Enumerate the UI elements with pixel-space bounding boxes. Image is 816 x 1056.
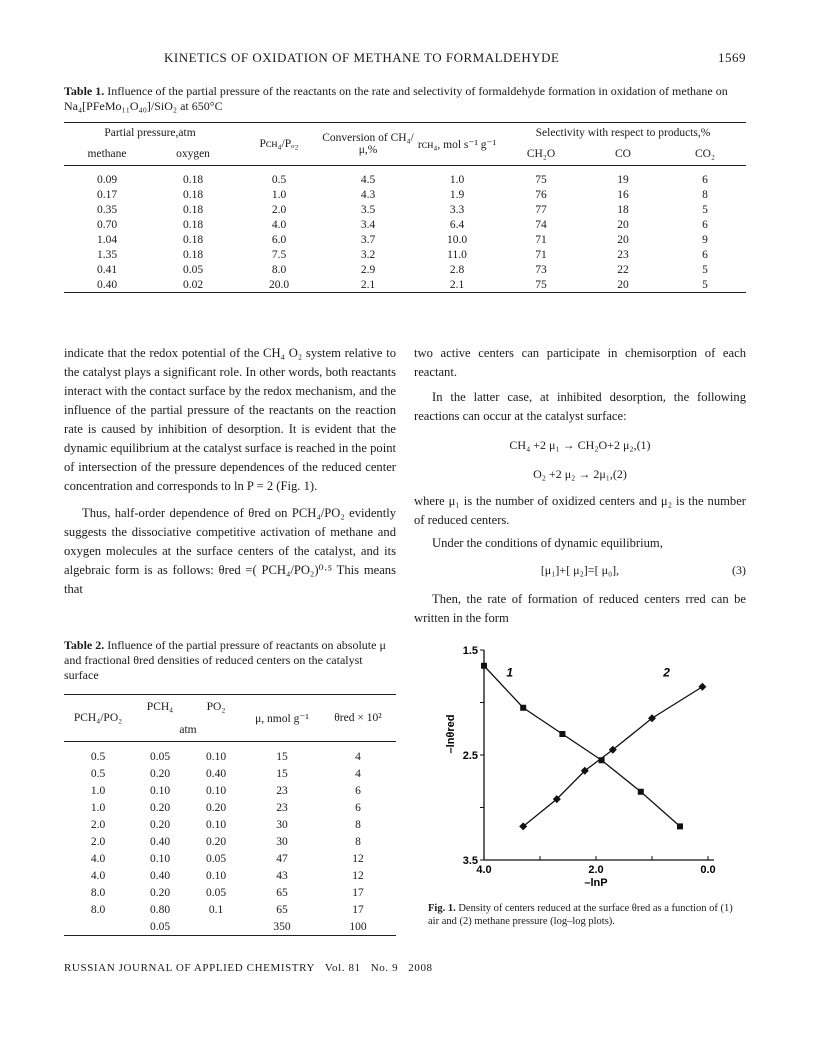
table1-header-partial: Partial pressure,atm [104,127,196,139]
table1-header-co2: CO₂ [695,148,715,160]
table2-row-cell: 2.0 [90,818,106,831]
table1-header-selectivity: Selectivity with respect to products,% [535,127,711,139]
table1-row-cell: 2.0 [271,203,287,216]
table1-row [64,262,746,277]
table2-row [64,901,396,918]
table2-row-cell: 0.05 [205,852,227,865]
x-tick-label: 2.0 [588,864,604,876]
table1-row-cell: 0.35 [96,203,118,216]
table2-row-cell: 12 [352,852,364,865]
table1-row-cell: 4.0 [271,218,287,231]
table1-row-cell: 75 [535,278,547,291]
table2-row-cell: 0.10 [205,784,227,797]
table2-caption [64,638,396,683]
table1-header-conversion: Conversion of CH₄/μ,% [322,132,414,156]
table1-row-cell: 0.17 [96,188,118,201]
equation-3 [414,561,746,580]
table1-row-cell: 18 [617,203,629,216]
table1-row-cell: 8.0 [271,263,287,276]
table2-header-po2: PO₂ [206,701,226,713]
table2-label: Table 2. [64,638,105,652]
right-paragraph-2: In the latter case, at inhibited desorption, the following reactions can occur at the catalyst surface: [414,390,746,423]
table1-row-cell: 0.18 [182,203,204,216]
table2-row [64,782,396,799]
table2-row-cell: 30 [276,835,288,848]
table2-row [64,742,396,766]
table2-row-cell: 17 [352,886,364,899]
table1-row-cell: 5 [702,203,708,216]
table1-row-cell: 19 [617,173,629,186]
table2-row-cell: 4.0 [90,869,106,882]
table2-row-cell: 4.0 [90,852,106,865]
table1-row-cell: 71 [535,248,547,261]
table2-row-cell: 23 [276,784,288,797]
table1-header-rate: rᴄʜ₄, mol s⁻¹ g⁻¹ [417,139,497,151]
table1-row-cell: 11.0 [447,248,467,261]
table2-row-cell: 0.5 [90,750,106,763]
table1-row [64,232,746,247]
figure1-chart [418,640,746,890]
table1-header-co: CO [615,148,631,160]
table1-row-cell: 4.5 [360,173,376,186]
right-column-text [414,344,746,628]
table2-row-cell: 0.5 [90,767,106,780]
table1 [64,122,746,293]
table2-row [64,918,396,936]
equation-1: CH₄ +2 μ₁ → CH₂O+2 μ₂,(1) [509,438,651,452]
table1-row-cell: 23 [617,248,629,261]
series-2-point [698,683,706,691]
table2-row-cell: 0.40 [205,767,227,780]
series-2-label: 2 [663,665,670,680]
table1-caption-text: Influence of the partial pressure of the reactants on the rate and selectivity of formaldehyde formation in oxidation of methane on Na₄[PFeMo₁₁O₄₀]/SiO₂ at 650°C [64,84,728,113]
table2-header-atm: atm [179,724,197,736]
table1-row-cell: 0.09 [96,173,118,186]
table2-row-cell: 0.05 [149,920,171,933]
table1-row-cell: 20 [617,278,629,291]
table1-row-cell: 73 [535,263,547,276]
table1-row-cell: 74 [535,218,547,231]
table1-row [64,217,746,232]
series-1-point [677,823,683,829]
table1-row-cell: 0.02 [182,278,204,291]
table1-row-cell: 2.9 [360,263,376,276]
table2-row-cell: 0.10 [149,784,171,797]
table1-row-cell: 3.3 [449,203,465,216]
table1-row-cell: 3.5 [360,203,376,216]
table2-row-cell: 0.40 [149,835,171,848]
table1-row-cell: 5 [702,263,708,276]
y-tick-label: 2.5 [462,750,478,762]
footer-number: No. 9 [370,962,399,974]
table2-row-cell: 0.10 [205,818,227,831]
table1-row-cell: 1.0 [449,173,465,186]
table1-body [64,166,746,293]
table2-row-cell: 0.10 [205,869,227,882]
table2-header-mu: μ, nmol g⁻¹ [255,713,309,725]
table1-row-cell: 3.4 [360,218,376,231]
table2-row-cell: 47 [276,852,288,865]
footer-journal: RUSSIAN JOURNAL OF APPLIED CHEMISTRY [64,962,316,974]
chart-series [481,663,706,831]
table1-row-cell: 9 [702,233,708,246]
table2-row-cell: 30 [276,818,288,831]
table1-row-cell: 20 [617,218,629,231]
footer-volume: Vol. 81 [324,962,361,974]
table2-row-cell: 12 [352,869,364,882]
series-1-point [481,663,487,669]
table2-row-cell: 2.0 [90,835,106,848]
table2-row [64,765,396,782]
series-1-line [484,666,680,827]
table2-row-cell: 8.0 [90,886,106,899]
table2-row [64,867,396,884]
table1-row-cell: 0.5 [271,173,287,186]
table2-row-cell: 1.0 [90,784,106,797]
table2-row-cell: 15 [276,750,288,763]
table2-row [64,799,396,816]
running-title: KINETICS OF OXIDATION OF METHANE TO FORMALDEHYDE [164,50,560,65]
table2-header-pch4: PCH₄ [146,701,174,713]
table2-row-cell: 0.40 [149,869,171,882]
table2-header-theta: θred × 10² [334,712,382,724]
table1-row-cell: 10.0 [446,233,468,246]
table2-row-cell: 8.0 [90,903,106,916]
table2-row-cell: 43 [276,869,288,882]
table1-row-cell: 71 [535,233,547,246]
table1-row-cell: 1.0 [271,188,287,201]
table2-caption-text: Influence of the partial pressure of reactants on absolute μ and fractional θred densities of reduced centers on the catalyst surface [64,638,386,682]
left-column-text [64,344,396,599]
table1-row-cell: 0.41 [96,263,118,276]
figure1-label: Fig. 1. [428,903,456,914]
table1-header-row-1 [64,123,746,144]
right-paragraph-3: where μ₁ is the number of oxidized centers and μ₂ is the number of reduced centers. [414,494,746,527]
table2-row-cell: 0.20 [205,801,227,814]
table1-row-cell: 77 [535,203,547,216]
equation-3-text: [μ₁]+[ μ₂]=[ μ₀], [540,563,620,577]
x-axis-label: –lnP [584,877,608,889]
left-paragraph-1: indicate that the redox potential of the CH₄ O₂ system relative to the catalyst plays a significant role. In other words, both reactants interact with the contact surface by the redox mechanism, and the influence of the partial pressure of the reactants on the reaction rate is caused by inhibition of desorption. It is evident that the dynamic equilibrium at the catalyst surface is reached in the point of intersection of the pressure dependences of the reduced center concentration and corresponds to ln P = 2 (Fig. 1). [64,346,396,493]
footer-year: 2008 [408,962,433,974]
table2-row-cell: 0.10 [205,750,227,763]
table2-row [64,884,396,901]
table1-header-oxygen: oxygen [176,148,210,160]
table1-row-cell: 6.0 [271,233,287,246]
table2-body [64,742,396,936]
table1-header-ch2o: CH₂O [526,148,556,160]
table1-row-cell: 1.35 [96,248,118,261]
page-number: 1569 [718,50,746,65]
table2-row-cell: 4 [355,750,361,763]
right-paragraph-4: Under the conditions of dynamic equilibrium, [432,536,663,550]
table1-row-cell: 0.18 [182,248,204,261]
table2-row-cell: 0.20 [149,886,171,899]
table1-row-cell: 22 [617,263,629,276]
table1-row-cell: 1.9 [449,188,465,201]
table2-row-cell: 17 [352,903,364,916]
table1-row-cell: 2.1 [360,278,376,291]
y-tick-label: 1.5 [462,645,478,657]
table2-row [64,833,396,850]
table1-row-cell: 6 [702,173,708,186]
figure1-caption-text: Density of centers reduced at the surface θred as a function of (1) air and (2) methane pressure (log–log plots). [428,903,733,927]
x-tick-label: 4.0 [476,864,492,876]
table2-row-cell: 0.20 [149,801,171,814]
table1-row-cell: 3.2 [360,248,376,261]
table2-row-cell: 23 [276,801,288,814]
table1-row-cell: 20.0 [268,278,290,291]
table1-row [64,277,746,293]
table1-label: Table 1. [64,84,105,98]
table2-row-cell: 8 [355,818,361,831]
series-1-point [559,731,565,737]
series-1-label: 1 [506,665,514,680]
table1-row-cell: 6.4 [449,218,465,231]
table2-row [64,850,396,867]
table1-row-cell: 16 [617,188,629,201]
table1-row [64,247,746,262]
table2-header-row-1 [64,695,396,720]
table1-row-cell: 76 [535,188,547,201]
table1-row-cell: 0.18 [182,173,204,186]
figure1-caption [428,902,746,928]
table1-row-cell: 5 [702,278,708,291]
table1-row [64,166,746,188]
table1-row-cell: 0.05 [182,263,204,276]
table1-header-ratio: Pᴄʜ₄/Pₒ₂ [259,138,299,150]
x-tick-label: 0.0 [700,864,716,876]
table2-row-cell: 0.1 [208,903,224,916]
series-1-point [520,705,526,711]
table1-caption [64,84,746,114]
table2-row-cell: 100 [349,920,367,933]
table2-row-cell: 6 [355,784,361,797]
table1-row-cell: 20 [617,233,629,246]
table2-row-cell: 15 [276,767,288,780]
series-2-line [523,687,702,827]
table2-row-cell: 0.10 [149,852,171,865]
y-tick-label: 3.5 [462,855,478,867]
table1-row-cell: 0.18 [182,188,204,201]
table1-row-cell: 2.1 [449,278,465,291]
table1-row [64,187,746,202]
table2-row-cell: 0.20 [205,835,227,848]
table1-row-cell: 0.40 [96,278,118,291]
table1-row-cell: 0.18 [182,218,204,231]
table2-row-cell: 0.20 [149,767,171,780]
right-paragraph-5: Then, the rate of formation of reduced centers rred can be written in the form [414,592,746,625]
table1-row-cell: 0.18 [182,233,204,246]
equation-2: O₂ +2 μ₂ → 2μ₁,(2) [533,467,627,481]
table2-row-cell: 0.05 [205,886,227,899]
equation-3-number: (3) [732,563,746,577]
table2-row-cell [64,918,132,936]
table2-row-cell: 4 [355,767,361,780]
table2-row-cell: 0.20 [149,818,171,831]
y-axis-label: –lnθred [445,714,457,754]
table1-header-methane: methane [87,148,127,160]
table1-row-cell: 75 [535,173,547,186]
table1-row-cell: 4.3 [360,188,376,201]
table2 [64,694,396,936]
table1-row-cell: 0.70 [96,218,118,231]
table1-row-cell: 2.8 [449,263,465,276]
table2-row-cell: 65 [276,903,288,916]
running-footer [64,962,433,974]
left-paragraph-2: Thus, half-order dependence of θred on PCH₄/PO₂ evidently suggests the dissociative competitive activation of methane and oxygen molecules at the surface centers of the catalyst, and its algebraic form is as follows: θred =( PCH₄/PO₂)⁰·⁵ This means that [64,506,396,596]
table2-row-cell: 0.05 [149,750,171,763]
table2-row-cell: 8 [355,835,361,848]
table2-header-ratio: PCH₄/PO₂ [73,712,123,724]
table2-row-cell: 0.80 [149,903,171,916]
table2-row-cell: 1.0 [90,801,106,814]
table1-row-cell: 1.04 [96,233,118,246]
table2-row-cell: 65 [276,886,288,899]
chart-ticks [445,645,716,889]
table1-row-cell: 8 [702,188,708,201]
table2-row [64,816,396,833]
table1-row-cell: 7.5 [271,248,287,261]
table2-row-cell: 350 [273,920,291,933]
right-paragraph-1: two active centers can participate in chemisorption of each reactant. [414,346,746,379]
series-1-point [638,789,644,795]
table1-row-cell: 3.7 [360,233,376,246]
table2-row-cell [188,918,244,936]
table1-row-cell: 6 [702,248,708,261]
table1-row [64,202,746,217]
table1-row-cell: 6 [702,218,708,231]
table2-row-cell: 6 [355,801,361,814]
